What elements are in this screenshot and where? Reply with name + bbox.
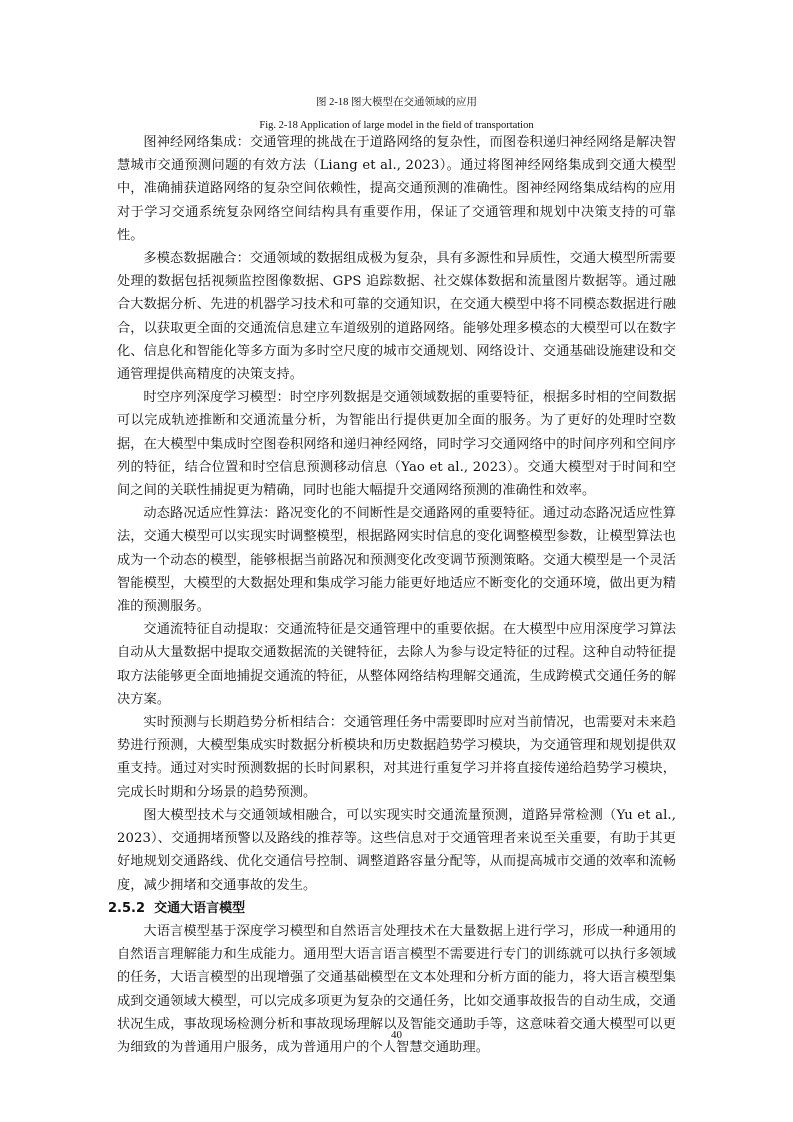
section-title: 交通大语言模型 xyxy=(154,900,246,916)
paragraph-traffic-flow-feature-extraction: 交通流特征自动提取：交通流特征是交通管理中的重要依据。在大模型中应用深度学习算法自动从大量数据中提取交通数据流的关键特征，去除人为参与设定特征的过程。这种自动特征提取方法能够更全面地捕捉交通流的特征，从整体网络结构理解交通流，生成跨模式交通任务的解决方案。 xyxy=(117,622,676,707)
paragraph-graph-model-summary: 图大模型技术与交通领域相融合，可以实现实时交通流量预测，道路异常检测（Yu et al., 2023）、交通拥堵预警以及路线的推荐等。这些信息对于交通管理者来说至关重要，有助于其更好地规划交通路线、优化交通信号控制、调整道路容量分配等，从而提高城市交通的效率和流畅度，减少拥堵和交通事故的发生。 xyxy=(117,807,676,893)
section-heading xyxy=(108,897,676,920)
section-number: 2.5.2 xyxy=(108,900,146,916)
paragraph-large-language-model: 大语言模型基于深度学习模型和自然语言处理技术在大量数据上进行学习，形成一种通用的自然语言理解能力和生成能力。通用型大语言语言模型不需要进行专门的训练就可以执行多领域的任务，大语言模型的出现增强了交通基础模型在文本处理和分析方面的能力，将大语言模型集成到交通领域大模型，可以完成多项更为复杂的交通任务，比如交通事故报告的自动生成，交通状况生成，事故现场检测分析和事故现场理解以及智能交通助手等，这意味着交通大模型可以更为细致的为普通用户服务，成为普通用户的个人智慧交通助理。 xyxy=(117,923,676,1055)
figure-caption-english: Fig. 2-18 Application of large model in the field of transportation xyxy=(259,120,534,131)
paragraph-spatiotemporal-deep-learning: 时空序列深度学习模型：时空序列数据是交通领域数据的重要特征，根据多时相的空间数据可以完成轨迹推断和交通流量分析，为智能出行提供更加全面的服务。为了更好的处理时空数据，在大模型中集成时空图卷积网络和递归神经网络，同时学习交通网络中的时间序列和空间序列的特征，结合位置和时空信息预测移动信息（Yao et al., 2023）。交通大模型对于时间和空间之间的关联性捕捉更为精确，同时也能大幅提升交通网络预测的准确性和效率。 xyxy=(117,390,676,499)
body-text xyxy=(108,131,676,1059)
page-number: 40 xyxy=(391,1029,402,1041)
paragraph-realtime-and-longterm-prediction: 实时预测与长期趋势分析相结合：交通管理任务中需要即时应对当前情况，也需要对未来趋势进行预测，大模型集成实时数据分析模块和历史数据趋势学习模块，为交通管理和规划提供双重支持。通过对实时预测数据的长时间累积，对其进行重复学习并将直接传递给趋势学习模块，完成长时期和分场景的趋势预测。 xyxy=(117,715,676,800)
figure-caption-chinese: 图 2-18 图大模型在交通领域的应用 xyxy=(316,97,477,108)
paragraph-multimodal-data-fusion: 多模态数据融合：交通领域的数据组成极为复杂，具有多源性和异质性，交通大模型所需要处理的数据包括视频监控图像数据、GPS 追踪数据、社交媒体数据和流量图片数据等。通过融合大数据分析、先进的机器学习技术和可靠的交通知识，在交通大模型中将不同模态数据进行融合，以获取更全面的交通流信息建立车道级别的道路网络。能够处理多模态的大模型可以在数字化、信息化和智能化等多方面为多时空尺度的城市交通规划、网络设计、交通基础设施建设和交通管理提供高精度的决策支持。 xyxy=(117,251,676,383)
paragraph-dynamic-road-adaptation: 动态路况适应性算法：路况变化的不间断性是交通路网的重要特征。通过动态路况适应性算法，交通大模型可以实现实时调整模型，根据路网实时信息的变化调整模型参数，让模型算法也成为一个动态的模型，能够根据当前路况和预测变化改变调节预测策略。交通大模型是一个灵活智能模型，大模型的大数据处理和集成学习能力能更好地适应不断变化的交通环境，做出更为精准的预测服务。 xyxy=(117,506,676,615)
paragraph-graph-neural-network-integration: 图神经网络集成：交通管理的挑战在于道路网络的复杂性，而图卷积递归神经网络是解决智慧城市交通预测问题的有效方法（Liang et al., 2023）。通过将图神经网络集成到交通大模型中，准确捕获道路网络的复杂空间依赖性，提高交通预测的准确性。图神经网络集成结构的应用对于学习交通系统复杂网络空间结构具有重要作用，保证了交通管理和规划中决策支持的可靠性。 xyxy=(117,135,676,243)
